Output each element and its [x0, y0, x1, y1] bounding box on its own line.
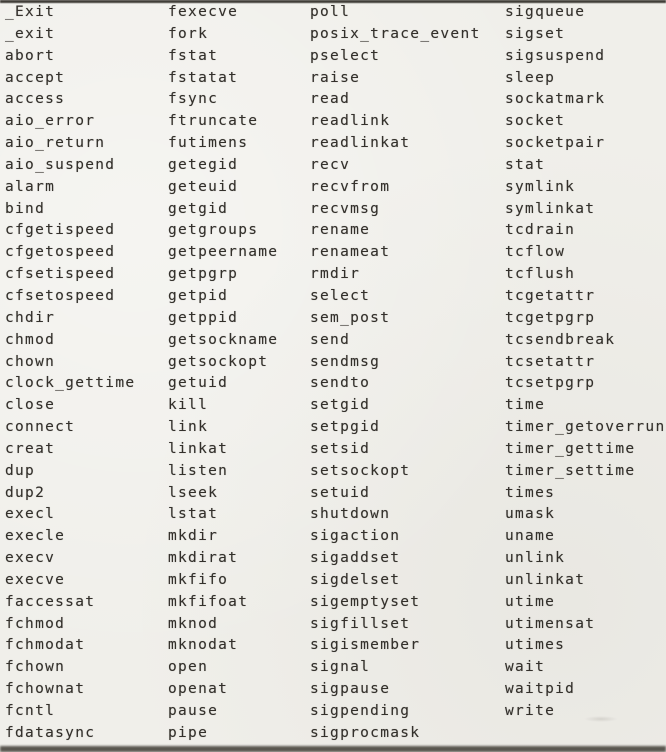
function-name: utime: [505, 593, 556, 610]
function-name: fork: [168, 25, 209, 42]
function-column-2: [168, 2, 310, 745]
function-name: _Exit: [5, 4, 56, 20]
function-name: mkdirat: [168, 550, 239, 567]
function-name: pause: [168, 703, 219, 719]
function-name: sigaction: [310, 528, 401, 545]
function-name: sigfillset: [310, 615, 411, 632]
function-name: timer_getoverrun: [505, 419, 666, 436]
function-name: cfgetispeed: [5, 222, 116, 239]
function-name: unlink: [505, 550, 566, 567]
function-name: socketpair: [505, 135, 606, 152]
function-name: mkdir: [168, 528, 219, 545]
function-name: getsockname: [168, 331, 279, 348]
function-name: sockatmark: [505, 91, 606, 108]
function-name: sigaddset: [310, 550, 401, 567]
function-name: chown: [5, 353, 56, 370]
function-name: tcsetpgrp: [505, 375, 596, 392]
function-name: pipe: [168, 724, 209, 741]
function-name: getpeername: [168, 244, 279, 261]
function-name: ftruncate: [168, 113, 259, 130]
function-name: setsockopt: [310, 462, 411, 479]
function-name: setgid: [310, 397, 371, 414]
function-name: aio_error: [5, 113, 96, 130]
function-name: mknodat: [168, 637, 239, 654]
function-name: tcgetpgrp: [505, 309, 596, 326]
function-column-3: [310, 2, 505, 745]
function-name: poll: [310, 4, 351, 20]
function-name: mkfifo: [168, 571, 229, 588]
function-name: tcsendbreak: [505, 331, 616, 348]
function-name: pselect: [310, 47, 381, 64]
function-name: bind: [5, 200, 46, 217]
function-name: raise: [310, 69, 361, 86]
function-name: stat: [505, 156, 546, 173]
function-name: openat: [168, 681, 229, 698]
function-name: link: [168, 419, 209, 436]
function-name: setsid: [310, 440, 371, 457]
function-name: execve: [5, 571, 66, 588]
function-name: write: [505, 703, 556, 719]
function-name: setpgid: [310, 419, 381, 436]
function-name: select: [310, 287, 371, 304]
function-name: cfsetispeed: [5, 266, 116, 283]
function-name: execl: [5, 506, 56, 523]
function-name: posix_trace_event: [310, 25, 481, 42]
function-name: signal: [310, 659, 371, 676]
function-name: unlinkat: [505, 571, 586, 588]
function-name: fdatasync: [5, 724, 96, 741]
function-name: cfgetospeed: [5, 244, 116, 261]
function-name: renameat: [310, 244, 391, 261]
function-name: recvfrom: [310, 178, 391, 195]
function-name: lstat: [168, 506, 219, 523]
function-name: tcdrain: [505, 222, 576, 239]
function-name: fstat: [168, 47, 219, 64]
function-name: waitpid: [505, 681, 576, 698]
function-name: kill: [168, 397, 209, 414]
function-name: getuid: [168, 375, 229, 392]
function-name: fchown: [5, 659, 66, 676]
function-name: umask: [505, 506, 556, 523]
function-column-4: [505, 2, 666, 723]
function-name: futimens: [168, 135, 249, 152]
function-name: close: [5, 397, 56, 414]
function-name: wait: [505, 659, 546, 676]
function-name: sigpending: [310, 703, 411, 719]
function-name: sigsuspend: [505, 47, 606, 64]
function-name: linkat: [168, 440, 229, 457]
function-name: sigpause: [310, 681, 391, 698]
function-name: times: [505, 484, 556, 501]
function-name: fsync: [168, 91, 219, 108]
function-name: timer_settime: [505, 462, 636, 479]
function-name: utimensat: [505, 615, 596, 632]
function-name: fchownat: [5, 681, 86, 698]
function-name: getppid: [168, 309, 239, 326]
function-name: sendto: [310, 375, 371, 392]
function-name: fchmod: [5, 615, 66, 632]
function-name: sem_post: [310, 309, 391, 326]
function-name: recvmsg: [310, 200, 381, 217]
function-name: chdir: [5, 309, 56, 326]
function-name: shutdown: [310, 506, 391, 523]
function-name: fcntl: [5, 703, 56, 719]
function-name: _exit: [5, 25, 56, 42]
function-name: fchmodat: [5, 637, 86, 654]
function-name: sigismember: [310, 637, 421, 654]
function-name: sigdelset: [310, 571, 401, 588]
function-name: alarm: [5, 178, 56, 195]
function-name: timer_gettime: [505, 440, 636, 457]
function-name: sigqueue: [505, 4, 586, 20]
function-name: symlink: [505, 178, 576, 195]
function-name: rename: [310, 222, 371, 239]
function-name: utimes: [505, 637, 566, 654]
function-name: lseek: [168, 484, 219, 501]
function-name: dup2: [5, 484, 46, 501]
function-name: cfsetospeed: [5, 287, 116, 304]
function-name: read: [310, 91, 351, 108]
function-name: abort: [5, 47, 56, 64]
function-name: setuid: [310, 484, 371, 501]
function-name: chmod: [5, 331, 56, 348]
function-name: tcflush: [505, 266, 576, 283]
function-name-table: [5, 2, 666, 745]
function-name: accept: [5, 69, 66, 86]
function-name: clock_gettime: [5, 375, 136, 392]
function-name: fexecve: [168, 4, 239, 20]
function-name: access: [5, 91, 66, 108]
function-name: readlinkat: [310, 135, 411, 152]
function-name: getgroups: [168, 222, 259, 239]
function-name: getsockopt: [168, 353, 269, 370]
function-name: execle: [5, 528, 66, 545]
function-name: listen: [168, 462, 229, 479]
function-name: tcgetattr: [505, 287, 596, 304]
function-name: readlink: [310, 113, 391, 130]
function-name: sendmsg: [310, 353, 381, 370]
function-name: faccessat: [5, 593, 96, 610]
function-name: getpid: [168, 287, 229, 304]
function-name: rmdir: [310, 266, 361, 283]
function-column-1: [5, 2, 168, 745]
function-name: time: [505, 397, 546, 414]
function-name: aio_suspend: [5, 156, 116, 173]
function-name: mkfifoat: [168, 593, 249, 610]
function-name: recv: [310, 156, 351, 173]
function-name: creat: [5, 440, 56, 457]
function-name: uname: [505, 528, 556, 545]
function-name: sigprocmask: [310, 724, 421, 741]
function-name: symlinkat: [505, 200, 596, 217]
function-name: sleep: [505, 69, 556, 86]
scan-smudge-artifact: [584, 716, 618, 722]
function-name: mknod: [168, 615, 219, 632]
function-name: sigset: [505, 25, 566, 42]
function-name: socket: [505, 113, 566, 130]
function-name: open: [168, 659, 209, 676]
function-name: tcflow: [505, 244, 566, 261]
table-bottom-rule: [0, 746, 666, 752]
function-name: tcsetattr: [505, 353, 596, 370]
function-name: getgid: [168, 200, 229, 217]
function-name: geteuid: [168, 178, 239, 195]
function-name: send: [310, 331, 351, 348]
function-name: fstatat: [168, 69, 239, 86]
function-name: sigemptyset: [310, 593, 421, 610]
function-name: dup: [5, 462, 36, 479]
function-name: getegid: [168, 156, 239, 173]
function-name: connect: [5, 419, 76, 436]
function-name: aio_return: [5, 135, 106, 152]
function-name: getpgrp: [168, 266, 239, 283]
function-name: execv: [5, 550, 56, 567]
